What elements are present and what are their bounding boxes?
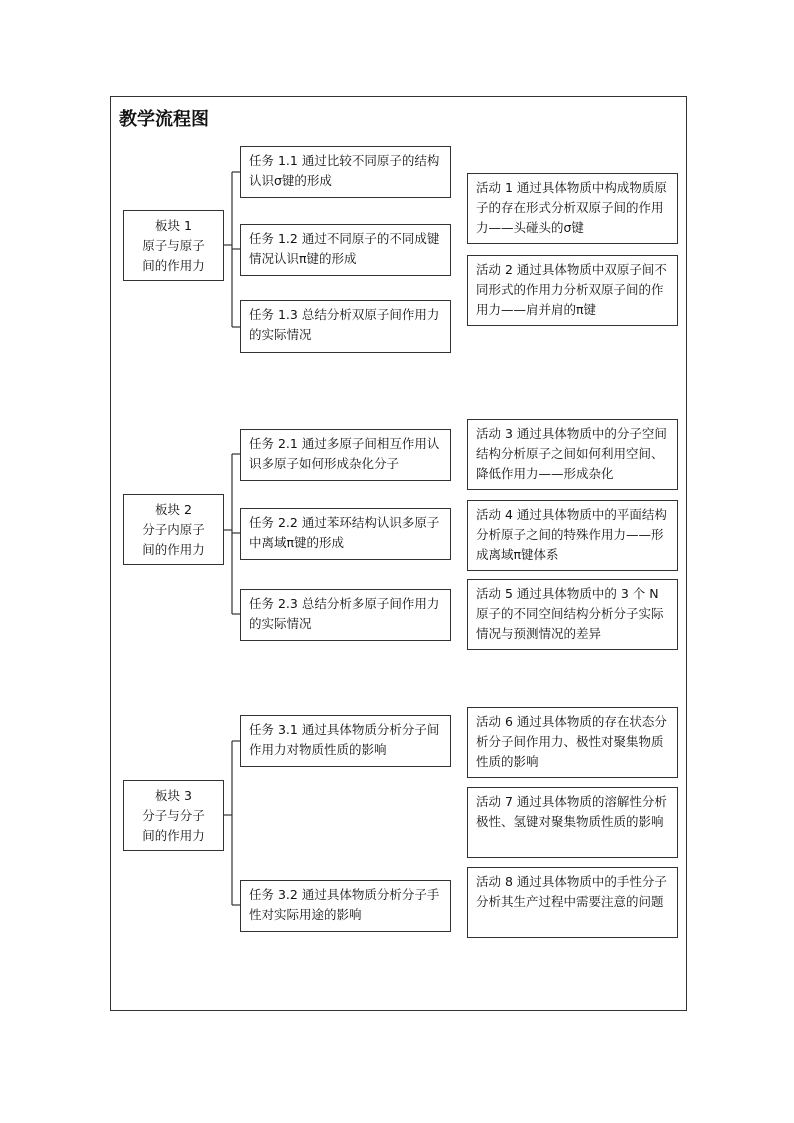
activity-4-box: 活动 4 通过具体物质中的平面结构分析原子之间的特殊作用力——形成离域π键体系 xyxy=(467,500,678,571)
block-3-box: 板块 3 分子与分子 间的作用力 xyxy=(123,780,224,851)
task-2-1-box: 任务 2.1 通过多原子间相互作用认识多原子如何形成杂化分子 xyxy=(240,429,451,481)
activity-3-box: 活动 3 通过具体物质中的分子空间结构分析原子之间如何利用空间、降低作用力——形成杂化 xyxy=(467,419,678,490)
task-1-3-box: 任务 1.3 总结分析双原子间作用力的实际情况 xyxy=(240,300,451,353)
task-3-1-box: 任务 3.1 通过具体物质分析分子间作用力对物质性质的影响 xyxy=(240,715,451,767)
activity-6-box: 活动 6 通过具体物质的存在状态分析分子间作用力、极性对聚集物质性质的影响 xyxy=(467,707,678,778)
block-2-box: 板块 2 分子内原子 间的作用力 xyxy=(123,494,224,565)
task-1-2-box: 任务 1.2 通过不同原子的不同成键情况认识π键的形成 xyxy=(240,224,451,276)
task-3-2-box: 任务 3.2 通过具体物质分析分子手性对实际用途的影响 xyxy=(240,880,451,932)
activity-1-box: 活动 1 通过具体物质中构成物质原子的存在形式分析双原子间的作用力——头碰头的σ键 xyxy=(467,173,678,244)
task-2-3-box: 任务 2.3 总结分析多原子间作用力的实际情况 xyxy=(240,589,451,641)
block-1-box: 板块 1 原子与原子 间的作用力 xyxy=(123,210,224,281)
page-title: 教学流程图 xyxy=(119,109,209,130)
task-2-2-box: 任务 2.2 通过苯环结构认识多原子中离域π键的形成 xyxy=(240,508,451,560)
activity-8-box: 活动 8 通过具体物质中的手性分子分析其生产过程中需要注意的问题 xyxy=(467,867,678,938)
activity-2-box: 活动 2 通过具体物质中双原子间不同形式的作用力分析双原子间的作用力——肩并肩的π键 xyxy=(467,255,678,326)
task-1-1-box: 任务 1.1 通过比较不同原子的结构认识σ键的形成 xyxy=(240,146,451,198)
activity-5-box: 活动 5 通过具体物质中的 3 个 N 原子的不同空间结构分析分子实际情况与预测情况的差异 xyxy=(467,579,678,650)
activity-7-box: 活动 7 通过具体物质的溶解性分析极性、氢键对聚集物质性质的影响 xyxy=(467,787,678,858)
